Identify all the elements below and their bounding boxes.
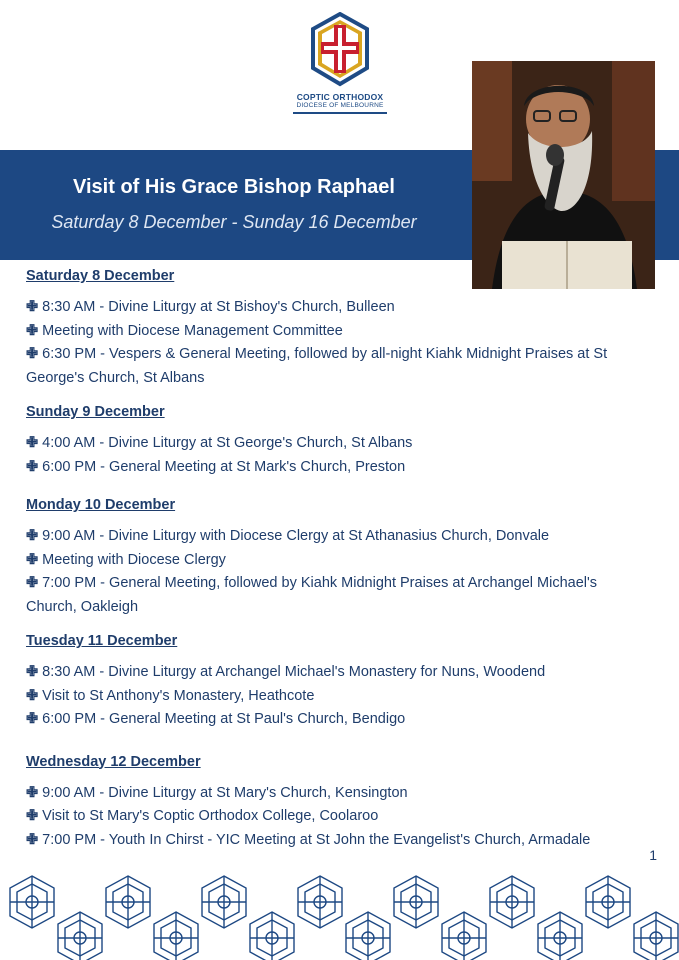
cross-bullet-icon: ✙ xyxy=(26,299,39,315)
event-text: 9:00 AM - Divine Liturgy at St Mary's Church, Kensington xyxy=(42,784,408,801)
list-item xyxy=(26,708,646,732)
cross-bullet-icon: ✙ xyxy=(26,711,39,727)
list-item xyxy=(26,525,646,549)
cross-bullet-icon: ✙ xyxy=(26,831,39,848)
logo-line-1: COPTIC ORTHODOX xyxy=(296,92,384,102)
cross-bullet-icon: ✙ xyxy=(26,664,39,680)
page-number: 1 xyxy=(649,847,657,863)
event-list xyxy=(26,525,646,619)
event-text: 7:00 PM - Youth In Chirst - YIC Meeting at St John the Evangelist's Church, Armadale xyxy=(42,831,591,848)
cross-bullet-icon: ✙ xyxy=(26,551,39,568)
list-item xyxy=(26,829,646,853)
event-list xyxy=(26,432,646,479)
day-section xyxy=(26,633,646,732)
list-item xyxy=(26,572,646,619)
coptic-cross-emblem-icon xyxy=(305,12,375,90)
event-text: Meeting with Diocese Clergy xyxy=(42,551,226,568)
day-heading: Wednesday 12 December xyxy=(26,753,201,770)
list-item xyxy=(26,661,646,685)
list-item xyxy=(26,685,646,709)
event-list xyxy=(26,296,646,390)
event-list xyxy=(26,782,646,853)
pattern-row-1 xyxy=(10,876,630,928)
date-range-subtitle: Saturday 8 December - Sunday 16 December xyxy=(51,212,417,232)
logo-line-2: DIOCESE OF MELBOURNE xyxy=(293,102,387,114)
list-item xyxy=(26,549,646,573)
event-text: 9:00 AM - Divine Liturgy with Diocese Clergy at St Athanasius Church, Donvale xyxy=(42,528,550,544)
day-section xyxy=(26,268,646,390)
list-item xyxy=(26,456,646,480)
day-section xyxy=(26,754,646,853)
bishop-photo xyxy=(472,61,655,289)
cross-bullet-icon: ✙ xyxy=(26,784,39,801)
diocese-logo xyxy=(291,12,389,122)
schedule xyxy=(26,268,646,866)
page-title: Visit of His Grace Bishop Raphael xyxy=(73,176,395,198)
day-section xyxy=(26,497,646,619)
list-item xyxy=(26,805,646,829)
day-heading: Saturday 8 December xyxy=(26,268,175,284)
list-item xyxy=(26,296,646,320)
event-text: 4:00 AM - Divine Liturgy at St George's Church, St Albans xyxy=(42,435,413,451)
cross-bullet-icon: ✙ xyxy=(26,458,39,475)
cross-bullet-icon: ✙ xyxy=(26,346,39,362)
event-text: Visit to St Mary's Coptic Orthodox College, Coolaroo xyxy=(42,808,379,824)
list-item xyxy=(26,343,646,390)
event-text: Meeting with Diocese Management Committee xyxy=(42,322,343,339)
event-text: 6:00 PM - General Meeting at St Paul's Church, Bendigo xyxy=(42,711,406,727)
cross-bullet-icon: ✙ xyxy=(26,435,39,451)
day-section xyxy=(26,404,646,479)
decorative-pattern-border xyxy=(0,868,679,960)
cross-bullet-icon: ✙ xyxy=(26,687,39,704)
event-text: 8:30 AM - Divine Liturgy at St Bishoy's Church, Bulleen xyxy=(42,299,395,315)
event-text: 6:30 PM - Vespers & General Meeting, followed by all-night Kiahk Midnight Praises at St George's Church, St Albans xyxy=(26,346,608,386)
portrait-illustration-icon xyxy=(472,61,655,289)
day-heading: Monday 10 December xyxy=(26,497,176,513)
event-text: Visit to St Anthony's Monastery, Heathcote xyxy=(42,687,315,704)
cross-bullet-icon: ✙ xyxy=(26,575,39,591)
pattern-row-2 xyxy=(58,912,678,960)
cross-bullet-icon: ✙ xyxy=(26,322,39,339)
list-item xyxy=(26,432,646,456)
event-list xyxy=(26,661,646,732)
list-item xyxy=(26,782,646,806)
event-text: 7:00 PM - General Meeting, followed by Kiahk Midnight Praises at Archangel Michael's Church, Oakleigh xyxy=(26,575,598,615)
cross-bullet-icon: ✙ xyxy=(26,528,39,544)
day-heading: Tuesday 11 December xyxy=(26,633,178,649)
day-heading: Sunday 9 December xyxy=(26,404,165,420)
event-text: 8:30 AM - Divine Liturgy at Archangel Michael's Monastery for Nuns, Woodend xyxy=(42,664,546,680)
event-text: 6:00 PM - General Meeting at St Mark's Church, Preston xyxy=(42,458,406,475)
cross-bullet-icon: ✙ xyxy=(26,808,39,824)
list-item xyxy=(26,320,646,344)
